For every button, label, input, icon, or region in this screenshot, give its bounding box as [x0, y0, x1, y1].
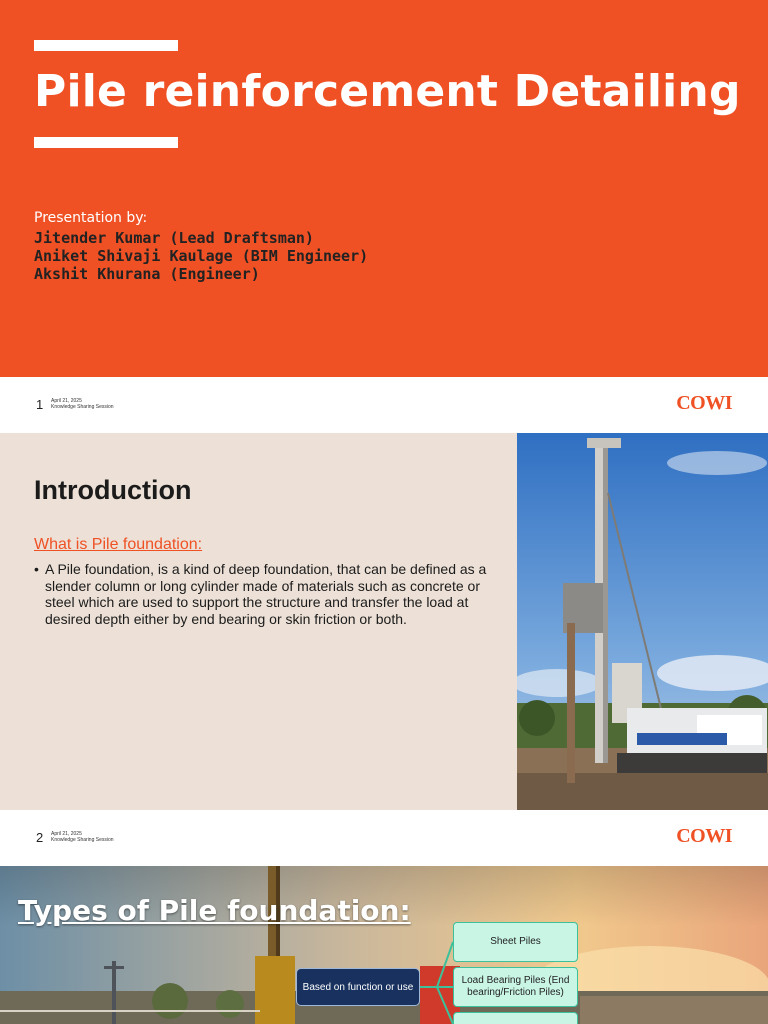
- title-slide: [0, 0, 768, 377]
- footer-date: April 21, 2025: [51, 831, 82, 837]
- presented-by-label: Presentation by:: [34, 210, 148, 226]
- type-node-sheet-piles: Sheet Piles: [453, 922, 578, 962]
- cowi-logo: COWI: [676, 392, 732, 414]
- slide-footer: [0, 377, 768, 433]
- title-bottom-bar: [34, 137, 178, 148]
- slide-title: Pile reinforcement Detailing: [34, 66, 741, 117]
- title-top-bar: [34, 40, 178, 51]
- type-node-partial: [453, 1012, 578, 1024]
- footer-session: Knowledge Sharing Session: [51, 837, 114, 843]
- root-node: Based on function or use: [296, 968, 420, 1006]
- cowi-logo: COWI: [676, 825, 732, 847]
- footer-meta: [51, 831, 114, 843]
- page-number: 2: [36, 830, 44, 845]
- presenter-name: Jitender Kumar (Lead Draftsman): [34, 229, 314, 247]
- slide-title: Introduction: [34, 475, 192, 505]
- drilling-rig-photo: [517, 433, 768, 810]
- footer-date: April 21, 2025: [51, 398, 82, 404]
- footer-meta: [51, 398, 114, 410]
- page-number: 1: [36, 397, 44, 412]
- bullet-text: A Pile foundation, is a kind of deep foundation, that can be defined as a slender column or long cylinder made of materials such as concrete or steel which are used to support the structure and transfer the load at desired depth either by end bearing or skin friction or both.: [45, 561, 487, 627]
- footer-session: Knowledge Sharing Session: [51, 404, 114, 410]
- slide-footer: [0, 810, 768, 866]
- type-node-load-bearing: Load Bearing Piles (End bearing/Friction Piles): [453, 967, 578, 1007]
- presenter-name: Aniket Shivaji Kaulage (BIM Engineer): [34, 247, 369, 265]
- bullet-icon: •: [34, 561, 39, 577]
- presenter-list: [34, 229, 368, 283]
- presenter-name: Akshit Khurana (Engineer): [34, 265, 260, 283]
- slide-subtitle: What is Pile foundation:: [34, 536, 203, 553]
- bullet-item: [34, 561, 512, 627]
- types-slide: [0, 866, 768, 1024]
- drilling-rig-illustration: [517, 433, 768, 810]
- introduction-slide: [0, 433, 768, 810]
- slide-title: Types of Pile foundation:: [18, 894, 411, 927]
